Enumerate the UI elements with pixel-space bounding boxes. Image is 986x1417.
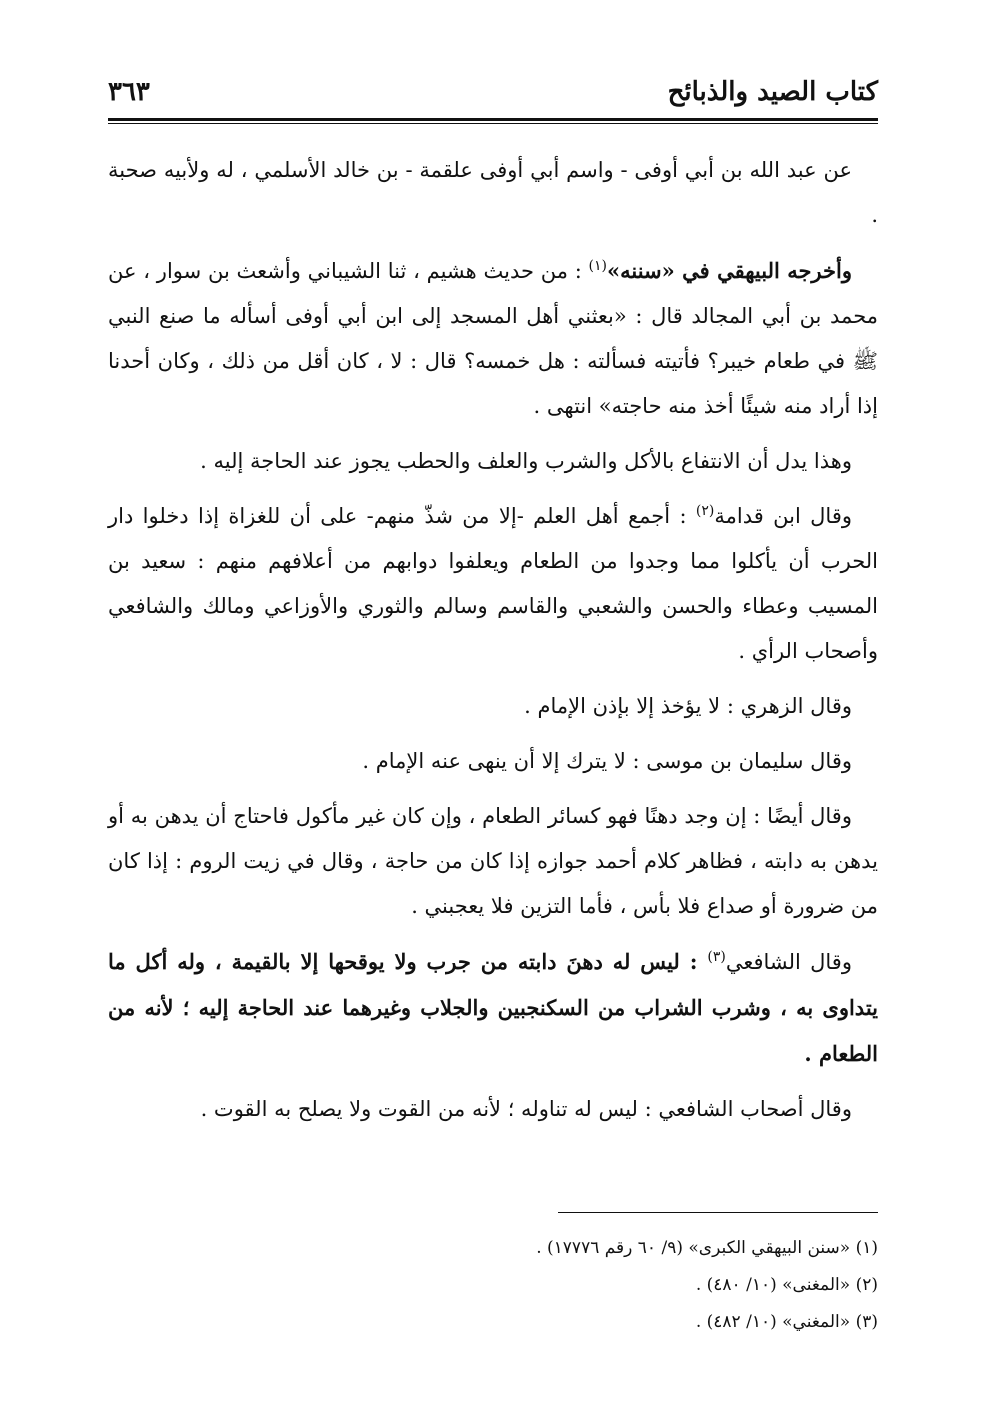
paragraph-7-text: وقال أيضًا : إن وجد دهنًا فهو كسائر الطعام ، وإن كان غير مأكول فاحتاج أن يدهن به أو يدهن به دابته ، فظاهر كلام أحمد جوازه إذا كان من حاجة ، وقال في زيت الروم : إذا كان من ضرورة أو صداع فلا بأس ، فأما التزين فلا يعجبني . — [108, 804, 878, 918]
header-rule-thick — [108, 118, 878, 121]
paragraph-5-text: وقال الزهري : لا يؤخذ إلا بإذن الإمام . — [524, 694, 852, 718]
footnote-ref-3: (٣) — [707, 949, 726, 965]
paragraph-1-text: عن عبد الله بن أبي أوفى - واسم أبي أوفى علقمة - بن خالد الأسلمي ، له ولأبيه صحبة . — [108, 158, 878, 227]
footnote-separator — [558, 1212, 878, 1213]
paragraph-2 — [108, 248, 878, 429]
paragraph-4-lead: وقال ابن قدامة — [714, 504, 852, 528]
paragraph-8-text: : ليس له دهنَ دابته من جرب ولا يوقحها إلا بالقيمة ، وله أكل ما يتداوى به ، وشرب الشراب من السكنجبين والجلاب وغيرهما عند الحاجة إليه ؛ لأنه من الطعام . — [108, 949, 878, 1066]
paragraph-6-text: وقال سليمان بن موسى : لا يترك إلا أن ينهى عنه الإمام . — [362, 749, 852, 773]
paragraph-4-text: : أجمع أهل العلم -إلا من شذّ منهم- على أن للغزاة إذا دخلوا دار الحرب أن يأكلوا مما وجدوا من الطعام ويعلفوا دوابهم من أعلافهم منهم : سعيد بن المسيب وعطاء والحسن والشعبي والقاسم وسالم والثوري والأوزاعي ومالك والشافعي وأصحاب الرأي . — [108, 504, 878, 663]
footnote-2: (٢) «المغنى» (١٠/ ٤٨٠) . — [695, 1275, 878, 1295]
paragraph-9 — [108, 1087, 878, 1132]
paragraph-3 — [108, 439, 878, 484]
header-rule-thin — [108, 123, 878, 124]
running-header — [108, 62, 878, 120]
paragraph-2-text: : من حديث هشيم ، ثنا الشيباني وأشعث بن سوار ، عن محمد بن أبي المجالد قال : «بعثني أهل المسجد إلى ابن أبي أوفى أسأله ما صنع النبي ﷺ في طعام خيبر؟ فأتيته فسألته : هل خمسه؟ قال : لا ، كان أقل من ذلك ، وكان أحدنا إذا أراد منه شيئًا أخذ منه حاجته» انتهى . — [108, 259, 878, 418]
page-number: ٣٦٣ — [108, 77, 150, 107]
paragraph-8-lead: وقال الشافعي — [725, 950, 852, 974]
main-text — [108, 148, 878, 1142]
paragraph-8 — [108, 939, 878, 1077]
footnote-ref-1: (١) — [588, 258, 607, 274]
footnote-3: (٣) «المغني» (١٠/ ٤٨٢) . — [695, 1312, 878, 1332]
chapter-title: كتاب الصيد والذبائح — [667, 77, 878, 107]
paragraph-9-text: وقال أصحاب الشافعي : ليس له تناوله ؛ لأنه من القوت ولا يصلح به القوت . — [200, 1097, 852, 1121]
footnote-ref-2: (٢) — [695, 503, 715, 519]
paragraph-7 — [108, 794, 878, 929]
paragraph-6 — [108, 739, 878, 784]
paragraph-2-lead: وأخرجه البيهقي في «سننه» — [607, 258, 852, 283]
paragraph-3-text: وهذا يدل أن الانتفاع بالأكل والشرب والعلف والحطب يجوز عند الحاجة إليه . — [200, 449, 852, 473]
footnotes — [108, 1230, 878, 1341]
footnote-1: (١) «سنن البيهقي الكبرى» (٩/ ٦٠ رقم ١٧٧٧٦) . — [536, 1238, 878, 1258]
book-page — [108, 62, 878, 1362]
paragraph-1 — [108, 148, 878, 238]
paragraph-4 — [108, 494, 878, 674]
paragraph-5 — [108, 684, 878, 729]
